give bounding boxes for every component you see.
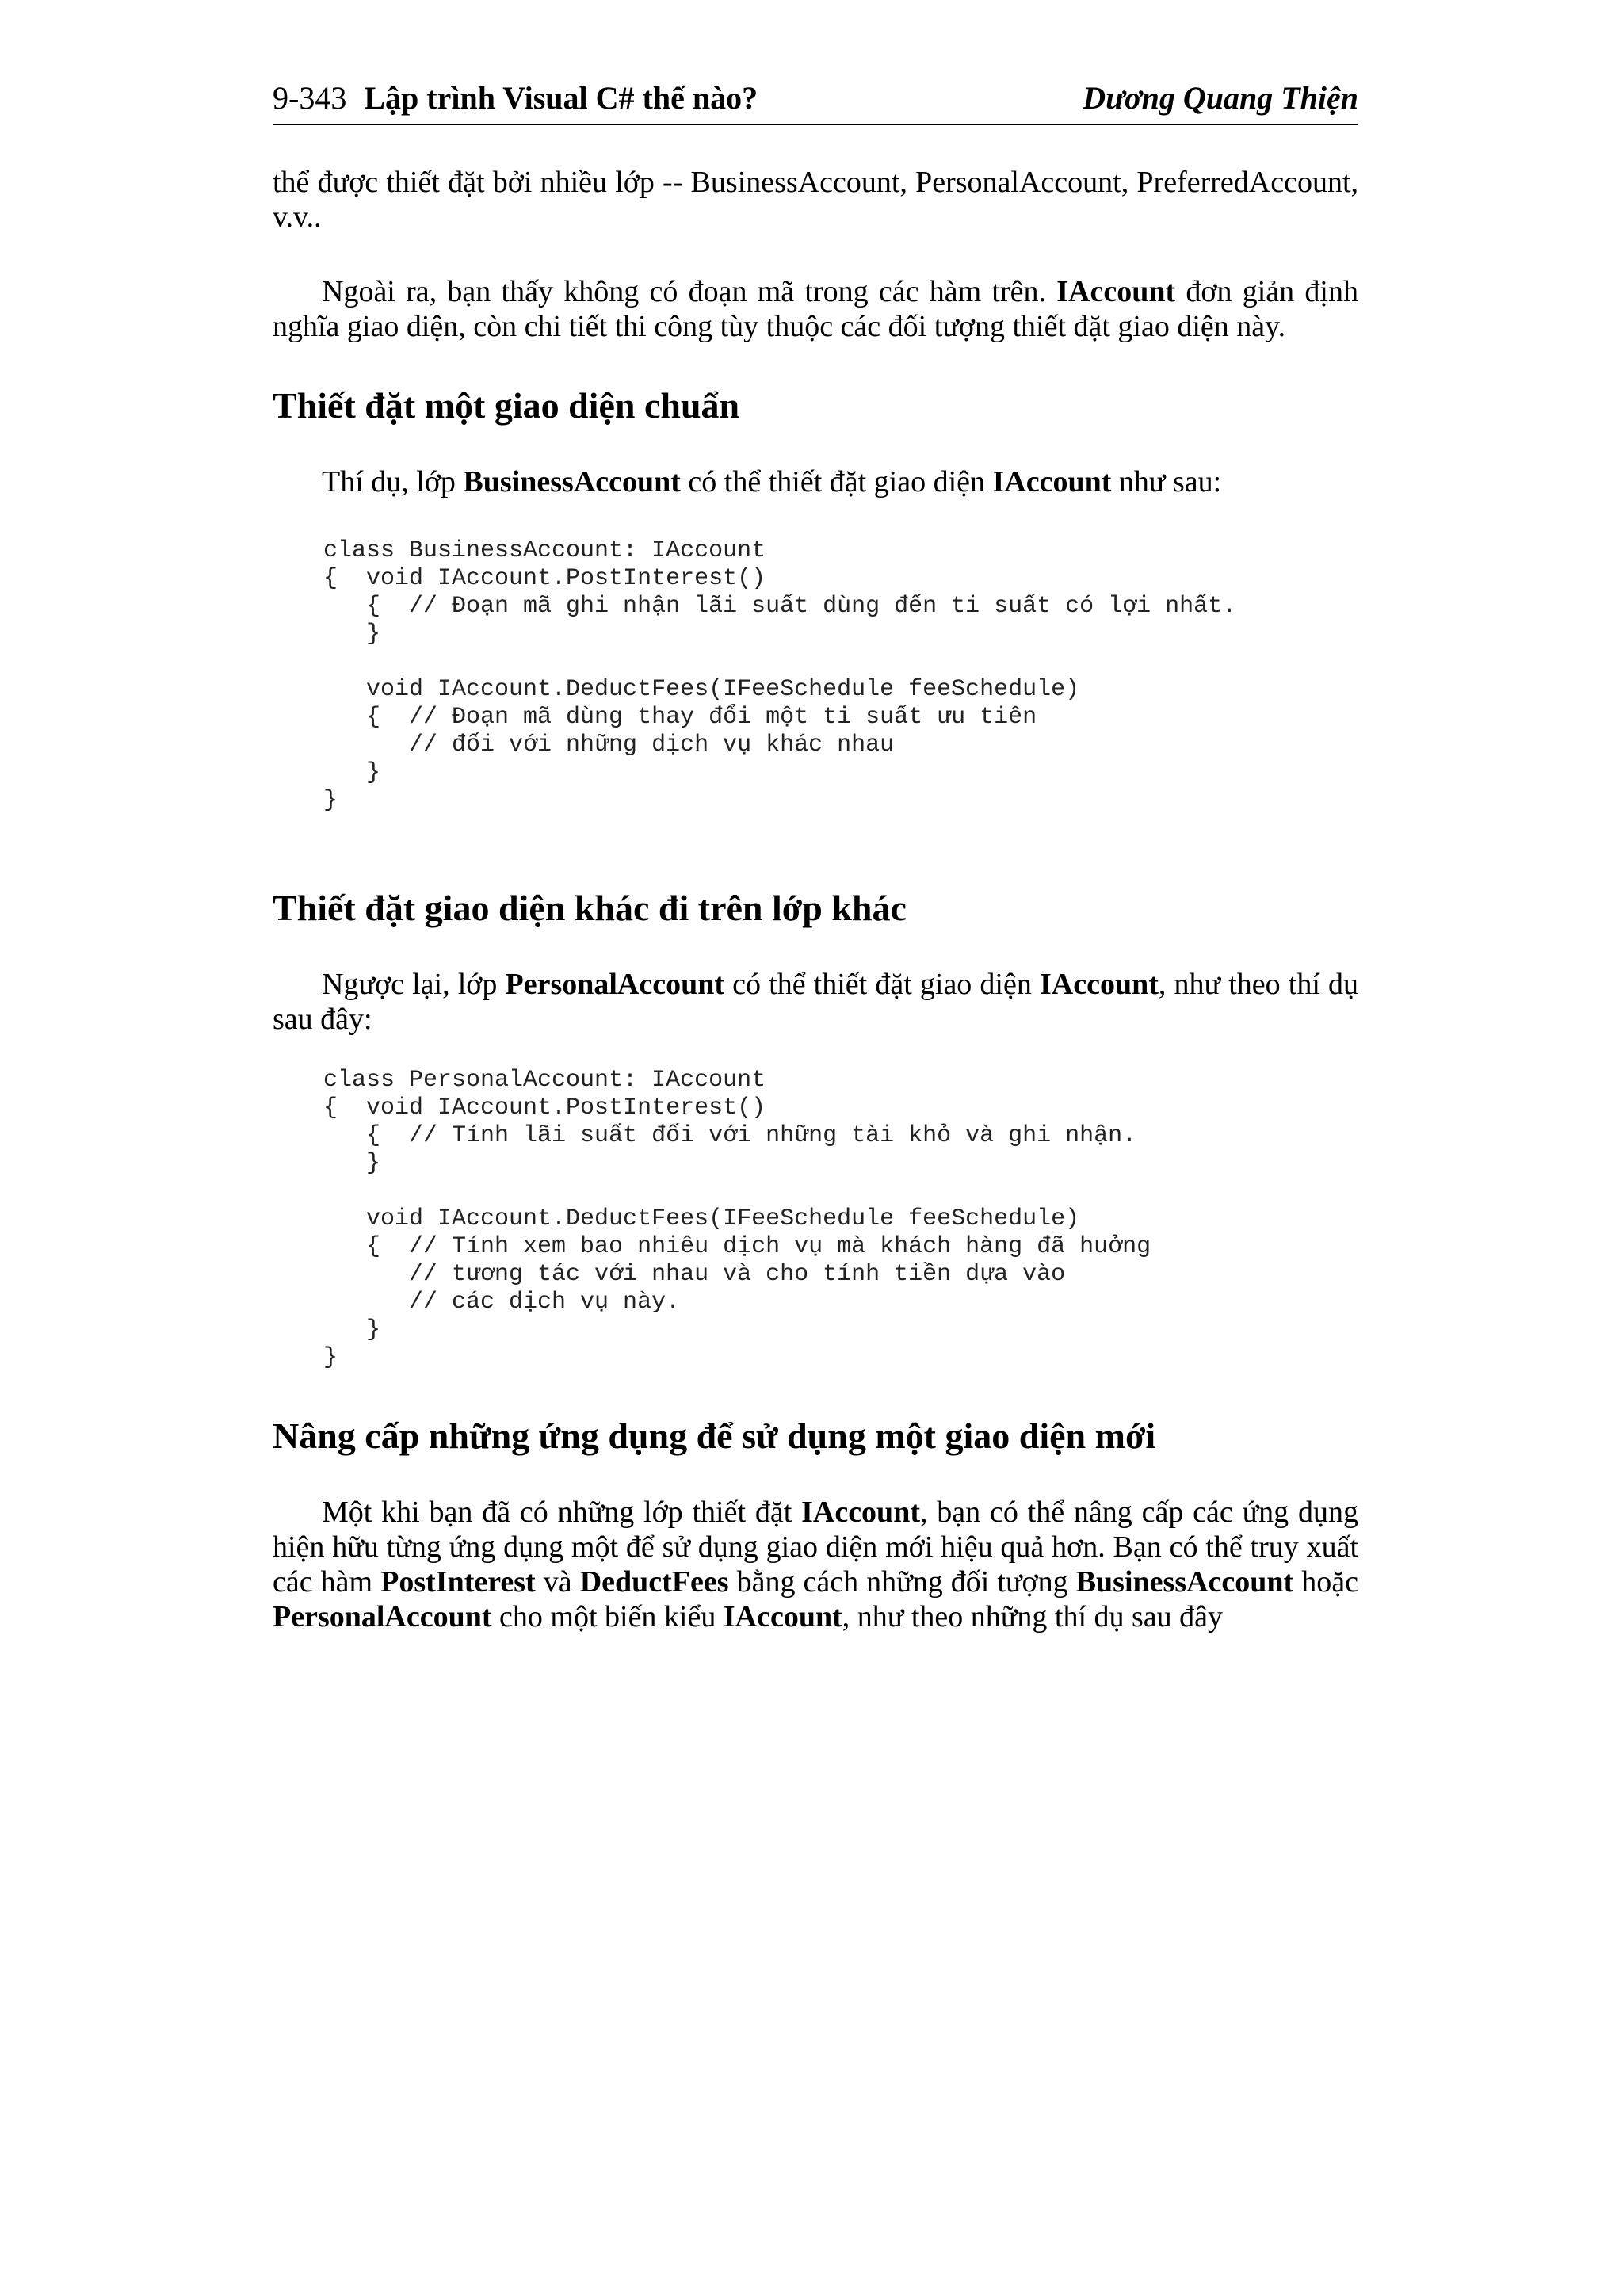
text-run: , như theo những thí dụ sau đây bbox=[842, 1600, 1224, 1633]
text-run: Ngoài ra, bạn thấy không có đoạn mã trong các hàm trên. bbox=[322, 275, 1057, 308]
text-run: bằng cách những đối tượng bbox=[728, 1565, 1076, 1599]
author-name: Dương Quang Thiện bbox=[1083, 80, 1358, 116]
bold-term: PersonalAccount bbox=[505, 968, 725, 1001]
bold-term: BusinessAccount bbox=[1075, 1565, 1294, 1599]
intro-continuation-text: thể được thiết đặt bởi nhiều lớp -- BusinessAccount, PersonalAccount, PreferredAccount, v.v.. bbox=[273, 166, 1358, 234]
text-run: , như theo thí dụ sau đây: bbox=[273, 968, 1358, 1036]
bold-term: IAccount bbox=[723, 1600, 842, 1633]
text-run: và bbox=[535, 1565, 580, 1599]
text-run: cho một biến kiểu bbox=[491, 1600, 724, 1633]
intro-paragraph bbox=[273, 274, 1358, 344]
text-run: như sau: bbox=[1111, 465, 1222, 499]
header-left bbox=[273, 79, 758, 117]
section-heading-other-class: Thiết đặt giao diện khác đi trên lớp khác bbox=[273, 888, 907, 928]
section3-paragraph bbox=[273, 1495, 1358, 1634]
bold-term: IAccount bbox=[992, 465, 1112, 499]
text-run: Ngược lại, lớp bbox=[322, 968, 506, 1001]
text-run: có thể thiết đặt giao diện bbox=[680, 465, 993, 499]
text-run: có thể thiết đặt giao diện bbox=[724, 968, 1040, 1001]
header-divider bbox=[273, 124, 1358, 125]
bold-term: BusinessAccount bbox=[463, 465, 681, 499]
text-run: Một khi bạn đã có những lớp thiết đặt bbox=[322, 1496, 802, 1529]
page-header bbox=[273, 79, 1358, 127]
section-heading-standard-interface: Thiết đặt một giao diện chuẩn bbox=[273, 385, 740, 426]
bold-term: IAccount bbox=[801, 1496, 920, 1529]
text-run: hoặc bbox=[1293, 1565, 1358, 1599]
section1-intro bbox=[273, 464, 1358, 499]
bold-term: PostInterest bbox=[380, 1565, 536, 1599]
page-number: 9-343 bbox=[273, 80, 347, 116]
bold-term: DeductFees bbox=[579, 1565, 729, 1599]
text-run: , bạn có thể nâng cấp các ứng dụng hiện hữu từng ứng dụng một để sử dụng giao diện mới hiệu quả hơn. Bạn có thể truy xuất các hàm bbox=[273, 1496, 1358, 1599]
bold-term: PersonalAccount bbox=[273, 1600, 492, 1633]
intro-continuation bbox=[273, 165, 1358, 235]
text-run: đơn giản định nghĩa giao diện, còn chi tiết thi công tùy thuộc các đối tượng thiết đặt giao diện này. bbox=[273, 275, 1358, 343]
book-title: Lập trình Visual C# thế nào? bbox=[364, 80, 758, 116]
text-run: Thí dụ, lớp bbox=[322, 465, 464, 499]
code-block-business-account: class BusinessAccount: IAccount { void IAccount.PostInterest() { // Đoạn mã ghi nhận lãi suất dùng đến ti suất có lợi nhất. } void IAccount.DeductFees(IFeeSchedule feeSchedule) { // Đoạn mã dùng thay đổi một ti suất ưu tiên // đối với những dịch vụ khác nhau } } bbox=[323, 537, 1237, 814]
bold-term: IAccount bbox=[1056, 275, 1176, 308]
section-heading-upgrade-apps: Nâng cấp những ứng dụng để sử dụng một giao diện mới bbox=[273, 1415, 1156, 1456]
bold-term: IAccount bbox=[1039, 968, 1159, 1001]
code-block-personal-account: class PersonalAccount: IAccount { void IAccount.PostInterest() { // Tính lãi suất đối với những tài khỏ và ghi nhận. } void IAccount.DeductFees(IFeeSchedule feeSchedule) { // Tính xem bao nhiêu dịch vụ mà khách hàng đã huởng // tương tác với nhau và cho tính tiền dựa vào // các dịch vụ này. } } bbox=[323, 1067, 1151, 1371]
section2-intro bbox=[273, 967, 1358, 1037]
